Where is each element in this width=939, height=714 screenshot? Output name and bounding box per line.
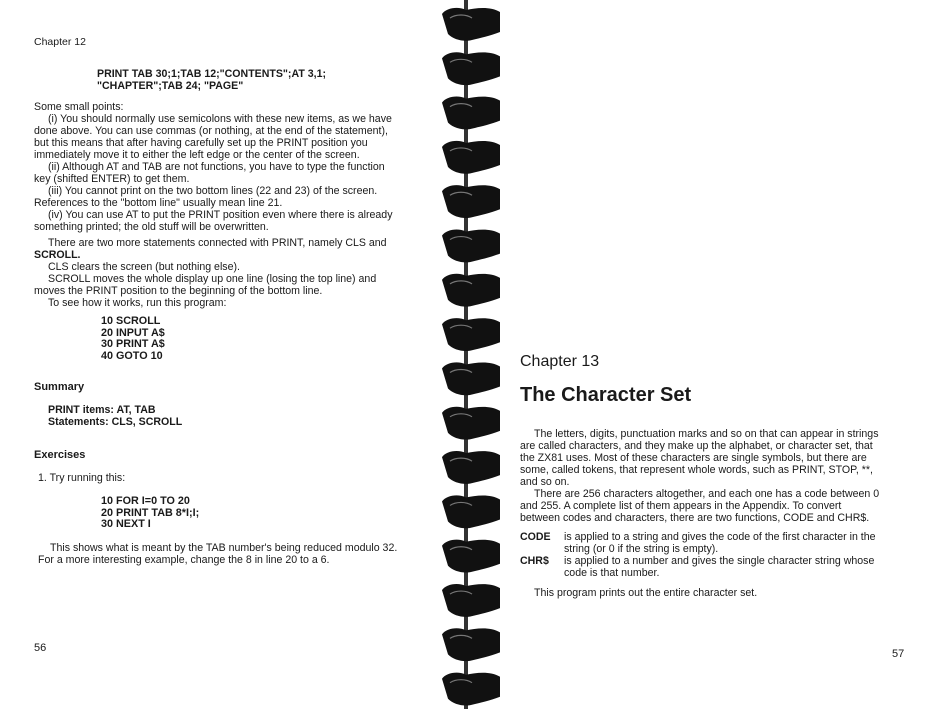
definition-chr [520, 555, 910, 579]
summary-list [48, 404, 182, 428]
chapter-title: The Character Set [520, 384, 692, 406]
statement-line: moves the PRINT position to the beginning of the bottom line. [34, 285, 323, 297]
intro-line: and so on. [520, 476, 570, 488]
intro-line: and 255. A complete list of them appears in the Appendix. To convert [520, 500, 842, 512]
running-head: Chapter 12 [34, 36, 86, 48]
program-line: 20 PRINT TAB 8*I;I; [101, 506, 200, 519]
point-line: immediately move it to either the left edge or the center of the screen. [34, 149, 360, 161]
intro-block [520, 428, 904, 524]
program-line: 10 FOR I=0 TO 20 [101, 495, 190, 507]
statement-line: CLS clears the screen (but nothing else). [48, 261, 240, 273]
closing-line: For a more interesting example, change the 8 in line 20 to a 6. [38, 554, 330, 566]
statement-line: There are two more statements connected with PRINT, namely CLS and [48, 237, 387, 249]
point-line: References to the "bottom line" usually mean line 21. [34, 197, 283, 209]
intro-line: The letters, digits, punctuation marks and so on that can appear in strings [534, 428, 879, 440]
point-line: (ii) Although AT and TAB are not functions, you have to type the function [48, 161, 385, 173]
points-intro: Some small points: [34, 101, 124, 113]
definition-line: is applied to a number and gives the single character string whose [564, 555, 875, 567]
point-line: something printed; the old stuff will be overwritten. [34, 221, 269, 233]
definition-line: is applied to a string and gives the code of the first character in the [564, 531, 876, 543]
statements-block [34, 237, 426, 309]
program-line: 30 PRINT A$ [101, 338, 165, 350]
point-line: but this means that after having carefully set up the PRINT position you [34, 137, 368, 149]
program-1 [101, 316, 165, 362]
intro-line: There are 256 characters altogether, and each one has a code between 0 [534, 488, 880, 500]
program-2 [101, 496, 199, 531]
definition-line: string (or 0 if the string is empty). [564, 543, 719, 555]
point-line: (i) You should normally use semicolons with these new items, as we have [48, 113, 392, 125]
intro-line: between codes and characters, there are two functions, CODE and CHR$. [520, 512, 870, 524]
page-number: 57 [892, 648, 905, 660]
program-line: 10 SCROLL [101, 315, 161, 327]
definition-line: code is that number. [564, 567, 660, 579]
point-line: done above. You can use commas (or nothing, at the end of the statement), [34, 125, 388, 137]
intro-line: some, called tokens, that represent whole words, such as PRINT, STOP, **, [520, 464, 873, 476]
definition-term: CHR$ [520, 555, 549, 567]
program-line: 30 NEXT I [101, 518, 151, 530]
statement-line: To see how it works, run this program: [48, 297, 227, 309]
point-line: (iii) You cannot print on the two bottom lines (22 and 23) of the screen. [48, 185, 378, 197]
closing-block [38, 542, 430, 566]
definition-code [520, 531, 910, 555]
point-line: (iv) You can use AT to put the PRINT position even where there is already [48, 209, 393, 221]
points-block [34, 113, 426, 233]
statement-line: SCROLL. [34, 249, 81, 261]
program-line: 20 INPUT A$ [101, 326, 165, 339]
exercise-1: 1. Try running this: [38, 472, 126, 484]
intro-line: the ZX81 uses. Most of these characters are single symbols, but there are [520, 452, 867, 464]
program-line: 40 GOTO 10 [101, 349, 163, 362]
exercises-heading: Exercises [34, 449, 86, 461]
right-page [486, 0, 939, 709]
closing-line: This shows what is meant by the TAB number's being reduced modulo 32. [50, 542, 398, 554]
page-number: 56 [34, 642, 47, 654]
summary-heading: Summary [34, 381, 85, 393]
intro-line: are called characters, and they make up the alphabet, or character set, that [520, 440, 873, 452]
definition-text [564, 531, 910, 555]
point-line: key (shifted ENTER) to get them. [34, 173, 190, 185]
chapter-label: Chapter 13 [520, 353, 600, 370]
print-example-line-2: "CHAPTER";TAB 24; "PAGE" [97, 80, 244, 92]
definition-term: CODE [520, 531, 551, 543]
closing-text: This program prints out the entire character set. [534, 587, 758, 599]
left-page [0, 0, 452, 709]
print-example-line-1: PRINT TAB 30;1;TAB 12;"CONTENTS";AT 3,1; [97, 68, 326, 80]
summary-line: Statements: CLS, SCROLL [48, 416, 183, 428]
definition-text [564, 555, 910, 579]
statement-line: SCROLL moves the whole display up one line (losing the top line) and [48, 273, 377, 285]
summary-line: PRINT items: AT, TAB [48, 404, 156, 416]
